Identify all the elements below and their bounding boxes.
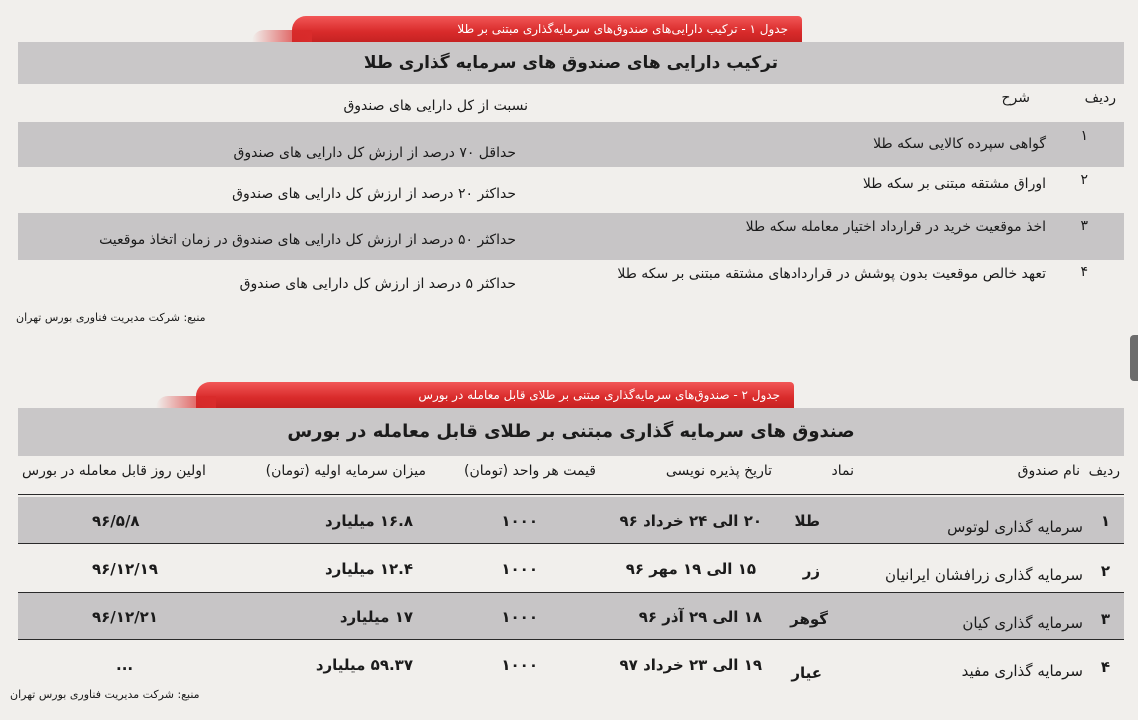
table2-source: منبع: شرکت مدیریت فناوری بورس تهران <box>10 688 200 701</box>
table2-title: صندوق های سرمایه گذاری مبتنی بر طلای قابل معامله در بورس <box>18 408 1124 456</box>
table2-row-band-3 <box>18 593 1124 639</box>
table2-header-symbol: نماد <box>831 463 854 479</box>
table2-row-date: ۱۹ الی ۲۳ خرداد ۹۷ <box>619 656 762 674</box>
table1-row-number: ۴ <box>1080 264 1088 280</box>
page-edge-tab <box>1130 335 1138 381</box>
table2-row-date: ۱۵ الی ۱۹ مهر ۹۶ <box>625 560 756 578</box>
table1-header-desc: شرح <box>1001 90 1030 106</box>
table2-row-price: ۱۰۰۰ <box>501 656 538 674</box>
table1-source: منبع: شرکت مدیریت فناوری بورس تهران <box>16 311 206 324</box>
table2-header-date: تاریخ پذیره نویسی <box>665 463 772 479</box>
table2-row-capital: ۱۶.۸ میلیارد <box>324 512 413 530</box>
table2-row-name: سرمایه گذاری زرافشان ایرانیان <box>884 566 1083 584</box>
table1-row-desc: اوراق مشتقه مبتنی بر سکه طلا <box>862 176 1046 192</box>
table1-row-number: ۳ <box>1080 218 1088 234</box>
table2-row-first-day: ۹۶/۱۲/۱۹ <box>92 560 158 578</box>
table1-caption: جدول ۱ - ترکیب دارایی‌های صندوق‌های سرمایه‌گذاری مبتنی بر طلا <box>292 16 802 42</box>
table2-row-capital: ۱۷ میلیارد <box>339 608 413 626</box>
table1-row-number: ۲ <box>1080 172 1088 188</box>
table2-row-number: ۳ <box>1100 610 1110 628</box>
table2-row-first-day: ۹۶/۵/۸ <box>92 512 140 530</box>
table2-row-number: ۴ <box>1100 658 1110 676</box>
table2-header-divider <box>18 494 1124 495</box>
table2-row-first-day: ۹۶/۱۲/۲۱ <box>92 608 158 626</box>
table2-row-capital: ۱۲.۴ میلیارد <box>324 560 413 578</box>
table2-header-row: ردیف <box>1088 463 1120 479</box>
table1-row-ratio: حداکثر ۵ درصد از ارزش کل دارایی های صندوق <box>239 276 516 292</box>
table2-row-name: سرمایه گذاری لوتوس <box>947 518 1083 536</box>
table2-row-first-day: ... <box>116 656 134 674</box>
table2-caption: جدول ۲ - صندوق‌های سرمایه‌گذاری مبتنی بر طلای قابل معامله در بورس <box>196 382 794 408</box>
table1-header-ratio: نسبت از کل دارایی های صندوق <box>343 98 528 114</box>
table2-row-symbol: عیار <box>791 664 822 682</box>
table2-header-capital: میزان سرمایه اولیه (تومان) <box>265 463 426 479</box>
table1-row-desc: گواهی سپرده کالایی سکه طلا <box>873 136 1046 152</box>
table2-row-price: ۱۰۰۰ <box>501 608 538 626</box>
table1-row-ratio: حداکثر ۲۰ درصد از ارزش کل دارایی های صندوق <box>232 186 516 202</box>
table1-header-row: ردیف <box>1084 90 1116 106</box>
table2-row-name: سرمایه گذاری کیان <box>962 614 1083 632</box>
table2-row-symbol: طلا <box>794 512 820 530</box>
table2-row-capital: ۵۹.۳۷ میلیارد <box>315 656 413 674</box>
table2-row-date: ۲۰ الی ۲۴ خرداد ۹۶ <box>619 512 762 530</box>
table2-header-price: قیمت هر واحد (تومان) <box>464 463 596 479</box>
table2-row-price: ۱۰۰۰ <box>501 512 538 530</box>
table2-row-symbol: گوهر <box>790 610 828 628</box>
table1-row-ratio: حداقل ۷۰ درصد از ارزش کل دارایی های صندوق <box>233 145 516 161</box>
table2-header-first-day: اولین روز قابل معامله در بورس <box>22 463 206 479</box>
table2-row-name: سرمایه گذاری مفید <box>961 662 1083 680</box>
table2-row-date: ۱۸ الی ۲۹ آذر ۹۶ <box>638 608 762 626</box>
table2-row-divider <box>18 543 1124 544</box>
table1-title: ترکیب دارایی های صندوق های سرمایه گذاری طلا <box>18 42 1124 84</box>
table1-row-desc: اخذ موقعیت خرید در قرارداد اختیار معامله سکه طلا <box>745 219 1046 235</box>
table2-header-name: نام صندوق <box>1017 463 1080 479</box>
table2-row-divider <box>18 639 1124 640</box>
table1-row-number: ۱ <box>1080 128 1088 144</box>
table2-row-number: ۱ <box>1100 512 1110 530</box>
table2-row-symbol: زر <box>802 562 820 580</box>
table1-row-ratio: حداکثر ۵۰ درصد از ارزش کل دارایی های صندوق در زمان اتخاذ موقعیت <box>99 232 516 248</box>
table2-row-number: ۲ <box>1100 562 1110 580</box>
table1-row-desc: تعهد خالص موقعیت بدون پوشش در قراردادهای مشتقه مبتنی بر سکه طلا <box>617 266 1046 282</box>
table2-row-price: ۱۰۰۰ <box>501 560 538 578</box>
